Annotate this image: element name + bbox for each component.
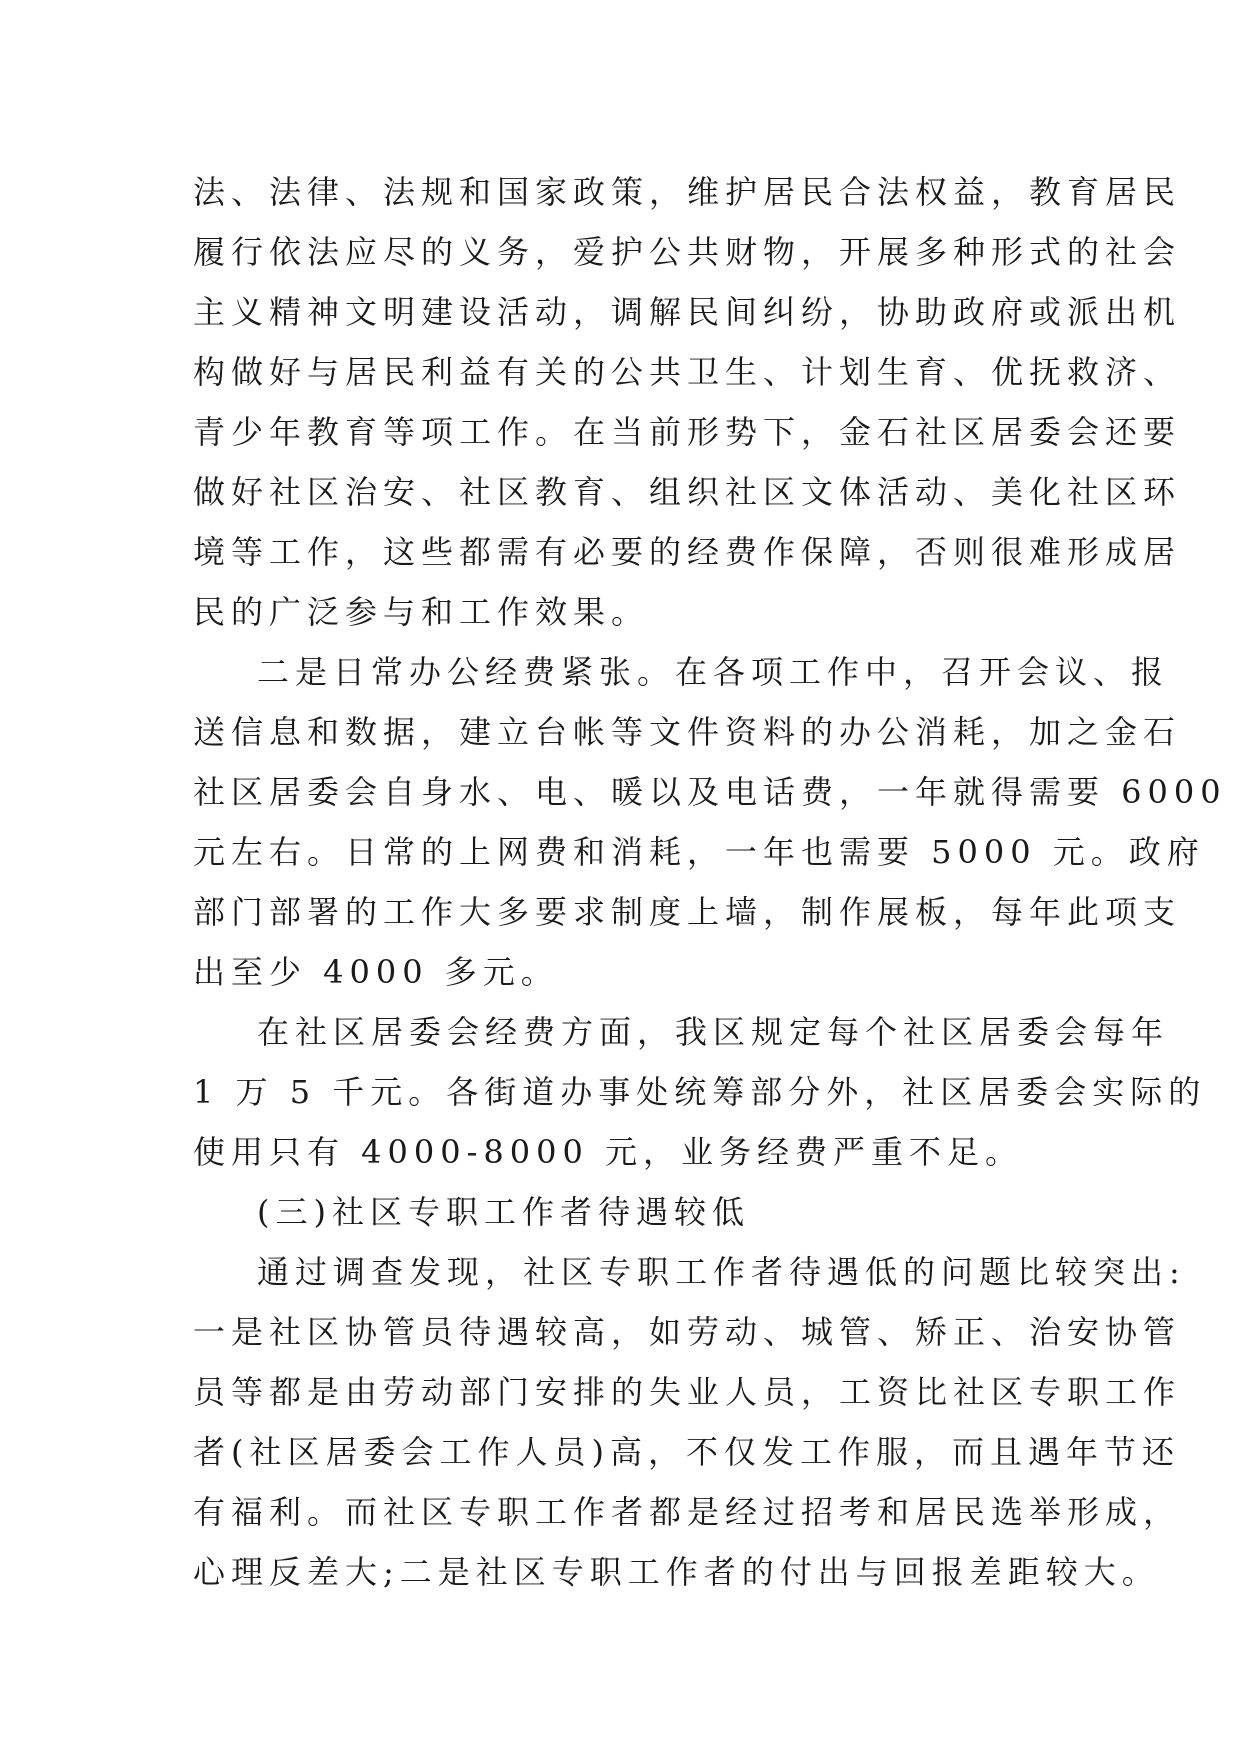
- text-line: 部门部署的工作大多要求制度上墙，制作展板，每年此项支: [193, 893, 1182, 931]
- paragraph-first-line: 在社区居委会经费方面，我区规定每个社区居委会每年: [257, 1013, 1170, 1051]
- text-line: 心理反差大;二是社区专职工作者的付出与回报差距较大。: [193, 1553, 1160, 1591]
- text-line: 者(社区居委会工作人员)高，不仅发工作服，而且遇年节还: [193, 1433, 1180, 1471]
- text-line: 民的广泛参与和工作效果。: [193, 593, 650, 631]
- text-line: 1 万 5 千元。各街道办事处统筹部分外，社区居委会实际的: [193, 1073, 1207, 1111]
- text-line: 出至少 4000 多元。: [193, 953, 559, 991]
- text-line: 境等工作，这些都需有必要的经费作保障，否则很难形成居: [193, 533, 1182, 571]
- text-line: 青少年教育等项工作。在当前形势下，金石社区居委会还要: [193, 413, 1182, 451]
- text-line: 一是社区协管员待遇较高，如劳动、城管、矫正、治安协管: [193, 1313, 1182, 1351]
- text-line: 使用只有 4000-8000 元，业务经费严重不足。: [193, 1133, 1024, 1171]
- text-line: 社区居委会自身水、电、暖以及电话费，一年就得需要 6000: [193, 773, 1227, 811]
- text-line: 有福利。而社区专职工作者都是经过招考和居民选举形成，: [193, 1493, 1182, 1531]
- text-line: 法、法律、法规和国家政策，维护居民合法权益，教育居民: [193, 173, 1182, 211]
- text-line: 送信息和数据，建立台帐等文件资料的办公消耗，加之金石: [193, 713, 1182, 751]
- text-line: 做好社区治安、社区教育、组织社区文体活动、美化社区环: [193, 473, 1182, 511]
- body-text: [193, 162, 1227, 1602]
- paragraph-first-line: 通过调查发现，社区专职工作者待遇低的问题比较突出:: [257, 1253, 1186, 1291]
- text-line: 员等都是由劳动部门安排的失业人员，工资比社区专职工作: [193, 1373, 1182, 1411]
- text-line: 主义精神文明建设活动，调解民间纠纷，协助政府或派出机: [193, 293, 1182, 331]
- text-line: 构做好与居民利益有关的公共卫生、计划生育、优抚救济、: [193, 353, 1182, 391]
- paragraph-first-line: 二是日常办公经费紧张。在各项工作中，召开会议、报: [257, 653, 1170, 691]
- text-line: 履行依法应尽的义务，爱护公共财物，开展多种形式的社会: [193, 233, 1182, 271]
- text-line: 元左右。日常的上网费和消耗，一年也需要 5000 元。政府: [193, 833, 1205, 871]
- section-heading: (三)社区专职工作者待遇较低: [257, 1193, 750, 1231]
